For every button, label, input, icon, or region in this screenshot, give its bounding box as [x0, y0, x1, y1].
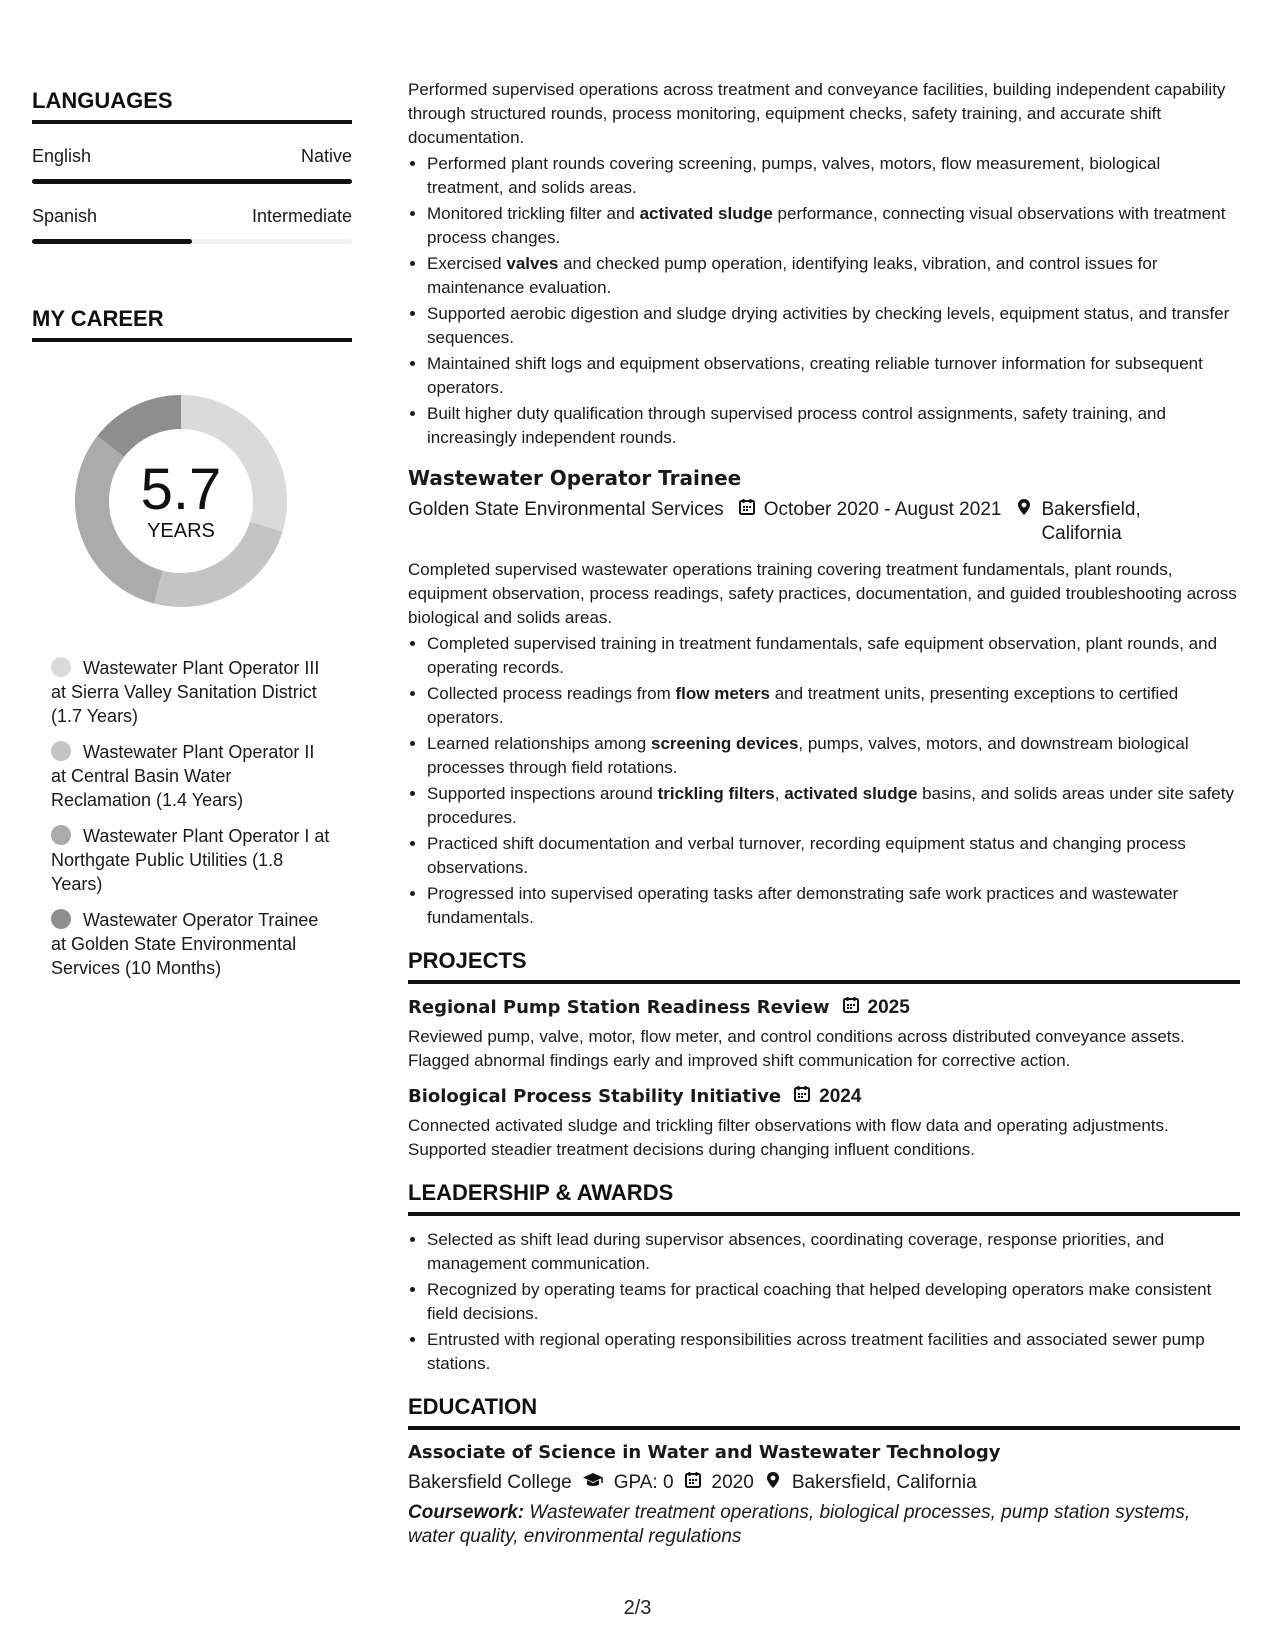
career-legend [32, 656, 331, 980]
legend-swatch [51, 825, 71, 845]
calendar-icon [842, 996, 860, 1019]
career-donut-chart [66, 386, 296, 616]
trainee-bullets [408, 632, 1240, 930]
language-name: Spanish [32, 206, 98, 226]
project-name: Biological Process Stability Initiative [408, 1086, 782, 1107]
bullet-item: • Supported aerobic digestion and sludge drying activities by checking levels, equipment status, and transfer sequences. [427, 302, 1240, 350]
legend-label: Wastewater Plant Operator I at Northgate Public Utilities (1.8 Years) [51, 826, 330, 894]
page-number: 2/3 [623, 1597, 652, 1619]
language-proficiency-fill [32, 239, 192, 244]
language-proficiency-bar [32, 179, 352, 184]
project-year: 2024 [819, 1085, 862, 1107]
bullet-item: • Monitored trickling filter and activated sludge performance, connecting visual observations with treatment process changes. [427, 202, 1240, 250]
leadership-bullets [408, 1228, 1240, 1376]
job-bullets [408, 152, 1240, 450]
job-summary: Performed supervised operations across treatment and conveyance facilities, building independent capability through structured rounds, process monitoring, equipment checks, safety training, and accurate shift documentation. [408, 80, 1226, 147]
coursework-label: Coursework: [408, 1502, 525, 1523]
legend-swatch [51, 909, 71, 929]
language-level: Intermediate [251, 206, 352, 226]
education-location: Bakersfield, California [791, 1472, 977, 1493]
languages-heading: LANGUAGES [32, 88, 352, 124]
job-company: Golden State Environmental Services [408, 499, 724, 520]
location-pin-icon [1015, 498, 1033, 523]
career-total-unit: YEARS [147, 519, 215, 542]
education-meta [408, 1471, 1240, 1495]
bullet-item: • Selected as shift lead during supervisor absences, coordinating coverage, response priorities, and management communication. [427, 1228, 1240, 1276]
bullet-item: • Entrusted with regional operating responsibilities across treatment facilities and associated sewer pump stations. [427, 1328, 1240, 1376]
calendar-icon [793, 1085, 811, 1108]
bullet-item: • Supported inspections around trickling filters, activated sludge basins, and solids areas under site safety procedures. [427, 782, 1240, 830]
education-gpa: GPA: 0 [613, 1472, 674, 1493]
leadership-heading: LEADERSHIP & AWARDS [408, 1180, 1240, 1216]
education-coursework [408, 1501, 1240, 1549]
language-item [32, 146, 352, 167]
bullet-item: • Built higher duty qualification through supervised process control assignments, safety training, and increasingly independent rounds. [427, 402, 1240, 450]
language-proficiency-bar [32, 239, 352, 244]
education-heading: EDUCATION [408, 1394, 1240, 1430]
project-description: Connected activated sludge and trickling filter observations with flow data and operating adjustments. Supported steadier treatment decisions during changing influent conditions. [408, 1116, 1169, 1159]
bullet-item: • Maintained shift logs and equipment observations, creating reliable turnover information for subsequent operators. [427, 352, 1240, 400]
calendar-icon [684, 1471, 702, 1495]
legend-label: Wastewater Operator Trainee at Golden State Environmental Services (10 Months) [51, 910, 319, 978]
career-total-value: 5.7 [140, 456, 222, 522]
sidebar [32, 88, 352, 992]
project-item [408, 1085, 1240, 1162]
bullet-item: • Performed plant rounds covering screening, pumps, valves, motors, flow measurement, biological treatment, and solids areas. [427, 152, 1240, 200]
bullet-item: • Collected process readings from flow meters and treatment units, presenting exceptions to certified operators. [427, 682, 1240, 730]
education-school: Bakersfield College [408, 1472, 572, 1493]
language-name: English [32, 146, 92, 166]
job-title: Wastewater Operator Trainee [408, 466, 742, 490]
project-name: Regional Pump Station Readiness Review [408, 997, 830, 1018]
coursework-text: Wastewater treatment operations, biological processes, pump station systems, water quality, environmental regulations [408, 1502, 1191, 1547]
legend-swatch [51, 657, 71, 677]
main-content [408, 78, 1240, 1549]
languages-list [32, 146, 352, 244]
job-dates: October 2020 - August 2021 [763, 499, 1002, 520]
location-pin-icon [764, 1471, 782, 1495]
career-heading: MY CAREER [32, 306, 352, 342]
language-item [32, 206, 352, 227]
legend-label: Wastewater Plant Operator III at Sierra Valley Sanitation District (1.7 Years) [51, 658, 320, 726]
projects-heading: PROJECTS [408, 948, 1240, 984]
bullet-item: • Learned relationships among screening devices, pumps, valves, motors, and downstream biological processes through field rotations. [427, 732, 1240, 780]
legend-swatch [51, 741, 71, 761]
career-legend-item [51, 824, 331, 896]
job-location: Bakersfield, California [1041, 499, 1141, 544]
career-legend-item [51, 656, 331, 728]
bullet-item: • Practiced shift documentation and verbal turnover, recording equipment status and changing process observations. [427, 832, 1240, 880]
bullet-item: • Completed supervised training in treatment fundamentals, safe equipment observation, plant rounds, and operating records. [427, 632, 1240, 680]
career-legend-item [51, 908, 331, 980]
legend-label: Wastewater Plant Operator II at Central Basin Water Reclamation (1.4 Years) [51, 742, 315, 810]
bullet-item: • Exercised valves and checked pump operation, identifying leaks, vibration, and control issues for maintenance evaluation. [427, 252, 1240, 300]
education-year: 2020 [711, 1472, 754, 1493]
bullet-item: • Progressed into supervised operating tasks after demonstrating safe work practices and wastewater fundamentals. [427, 882, 1240, 930]
bullet-item: • Recognized by operating teams for practical coaching that helped developing operators make consistent field decisions. [427, 1278, 1240, 1326]
language-proficiency-fill [32, 179, 352, 184]
projects-list [408, 996, 1240, 1162]
language-level: Native [300, 146, 352, 166]
calendar-icon [738, 498, 756, 523]
career-legend-item [51, 740, 331, 812]
project-item [408, 996, 1240, 1073]
project-description: Reviewed pump, valve, motor, flow meter, and control conditions across distributed conveyance assets. Flagged abnormal findings early and improved shift communication for corrective action. [408, 1027, 1185, 1070]
job-meta [408, 498, 1240, 546]
education-degree: Associate of Science in Water and Wastewater Technology [408, 1442, 1001, 1463]
graduation-cap-icon [582, 1471, 604, 1495]
project-year: 2025 [867, 996, 910, 1018]
trainee-summary: Completed supervised wastewater operations training covering treatment fundamentals, plant rounds, equipment observation, process readings, safety practices, documentation, and guided troubleshooting across biological and solids areas. [408, 560, 1237, 627]
